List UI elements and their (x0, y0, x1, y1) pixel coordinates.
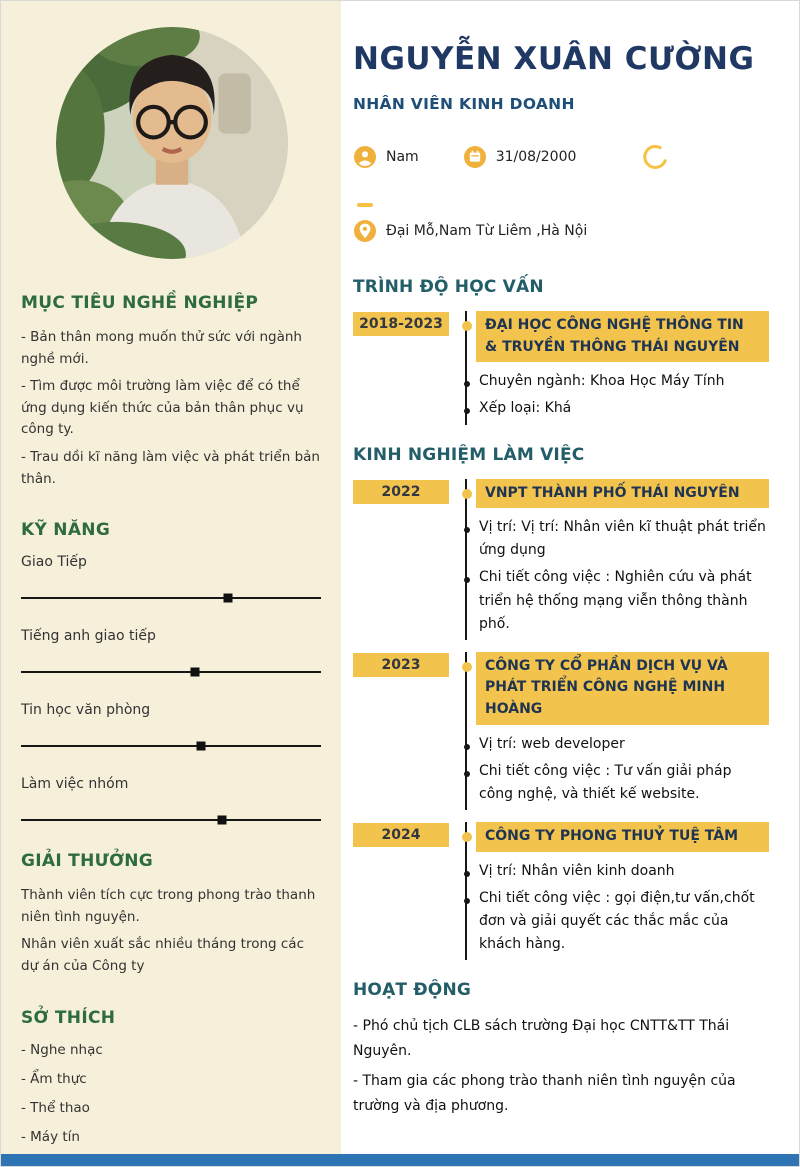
skill-label: Làm việc nhóm (21, 776, 129, 793)
activity-line: - Phó chủ tịch CLB sách trường Đại học CNTT&TT Thái Nguyên. (353, 1018, 730, 1059)
skill-slider-marker (197, 742, 206, 751)
hobby-item: - Nghe nhạc (21, 1041, 103, 1058)
activities-section (353, 980, 769, 1118)
objective-line: - Bản thân mong muốn thử sức với ngành nghề mới. (21, 329, 302, 367)
hobby-item: - Thể thao (21, 1099, 90, 1116)
award-line: Thành viên tích cực trong phong trào thanh niên tình nguyện. (21, 887, 316, 925)
sidebar (1, 1, 341, 1154)
award-line: Nhân viên xuất sắc nhiều tháng trong các dự án của Công ty (21, 936, 304, 974)
hobby-item: - Máy tín (21, 1128, 80, 1145)
skill-slider-track (21, 671, 321, 673)
experience-entry (353, 822, 769, 960)
experience-detail: Chi tiết công việc : Nghiên cứu và phát triển hệ thống mạng viễn thông thành phố. (479, 564, 769, 637)
activity-line: - Tham gia các phong trào thanh niên tình nguyện của trường và địa phương. (353, 1073, 736, 1114)
skill-slider-marker (224, 594, 233, 603)
footer-accent-bar (1, 1154, 799, 1166)
hobby-item: - Ẩm thực (21, 1070, 87, 1087)
skill-label: Tiếng anh giao tiếp (21, 628, 156, 645)
objective-section (21, 293, 323, 490)
experience-detail: Vị trí: Vị trí: Nhân viên kĩ thuật phát triển ứng dụng (479, 514, 769, 564)
experience-period-badge: 2024 (353, 823, 449, 847)
birthday-info (463, 145, 577, 169)
gender-info (353, 145, 419, 169)
activities-title: HOẠT ĐỘNG (353, 980, 472, 1001)
education-period-badge: 2018-2023 (353, 312, 449, 336)
skill-slider-marker (218, 816, 227, 825)
education-title: TRÌNH ĐỘ HỌC VẤN (353, 277, 544, 297)
awards-title: GIẢI THƯỞNG (21, 851, 154, 872)
personal-info-row (353, 143, 769, 171)
school-name: ĐẠI HỌC CÔNG NGHỆ THÔNG TIN & TRUYỀN THÔNG THÁI NGUYÊN (476, 311, 769, 362)
objective-line: - Tìm được môi trường làm việc để có thể ứng dụng kiến thức của bản thân phục vụ công ty. (21, 378, 304, 438)
timeline-rail (465, 652, 769, 810)
objective-title: MỤC TIÊU NGHỀ NGHIỆP (21, 293, 259, 313)
dash-icon (357, 203, 373, 207)
page-body (1, 1, 799, 1154)
awards-section (21, 851, 323, 977)
experience-detail: Chi tiết công việc : Tư vấn giải pháp công nghệ, và thiết kế website. (479, 758, 769, 808)
experience-section (353, 445, 769, 961)
timeline-rail (465, 479, 769, 640)
skill-slider-track (21, 819, 321, 821)
calendar-icon (463, 145, 487, 169)
skill-item (21, 702, 323, 747)
experience-detail: Vị trí: Nhân viên kinh doanh (479, 858, 769, 885)
birthday-value: 31/08/2000 (495, 149, 577, 165)
skill-slider-marker (191, 668, 200, 677)
education-entry (353, 311, 769, 425)
company-name: VNPT THÀNH PHỐ THÁI NGUYÊN (476, 479, 769, 509)
address-value: Đại Mỗ,Nam Từ Liêm ,Hà Nội (386, 223, 588, 239)
address-info (353, 219, 769, 243)
experience-title: KINH NGHIỆM LÀM VIỆC (353, 444, 585, 465)
skill-item (21, 776, 323, 821)
objective-line: - Trau dồi kĩ năng làm việc và phát triển bản thân. (21, 448, 320, 487)
hobbies-section (21, 1008, 323, 1145)
experience-period-badge: 2023 (353, 653, 449, 677)
experience-detail: Chi tiết công việc : gọi điện,tư vấn,chốt đơn và giải quyết các thắc mắc của khách hàng. (479, 885, 769, 958)
skills-section (21, 520, 323, 821)
experience-details (467, 514, 769, 637)
skill-slider-track (21, 745, 321, 747)
education-detail: Xếp loại: Khá (479, 395, 769, 422)
cv-name: NGUYỄN XUÂN CƯỜNG (353, 41, 755, 77)
hobbies-title: SỞ THÍCH (21, 1007, 116, 1028)
education-section (353, 277, 769, 425)
company-name: CÔNG TY PHONG THUỶ TUỆ TÂM (476, 822, 769, 852)
experience-period-badge: 2022 (353, 480, 449, 504)
education-details (467, 368, 769, 422)
experience-entry (353, 652, 769, 810)
main-column (341, 1, 799, 1154)
profile-photo-illustration (56, 27, 288, 259)
timeline-rail (465, 822, 769, 960)
experience-detail: Vị trí: web developer (479, 731, 769, 758)
phone-arc-icon (642, 143, 670, 171)
skill-slider-track (21, 597, 321, 599)
skill-label: Tin học văn phòng (21, 702, 151, 719)
experience-entry (353, 479, 769, 640)
skills-title: KỸ NĂNG (21, 520, 111, 541)
skill-item (21, 628, 323, 673)
location-pin-icon (353, 219, 377, 243)
education-detail: Chuyên ngành: Khoa Học Máy Tính (479, 368, 769, 395)
experience-details (467, 858, 769, 958)
profile-photo (56, 27, 288, 259)
gender-value: Nam (386, 149, 419, 165)
company-name: CÔNG TY CỔ PHẦN DỊCH VỤ VÀ PHÁT TRIỂN CÔNG NGHỆ MINH HOÀNG (476, 652, 769, 725)
skill-label: Giao Tiếp (21, 554, 87, 571)
person-icon (353, 145, 377, 169)
cv-job-title: NHÂN VIÊN KINH DOANH (353, 95, 575, 113)
experience-details (467, 731, 769, 808)
timeline-rail (465, 311, 769, 425)
skill-item (21, 554, 323, 599)
